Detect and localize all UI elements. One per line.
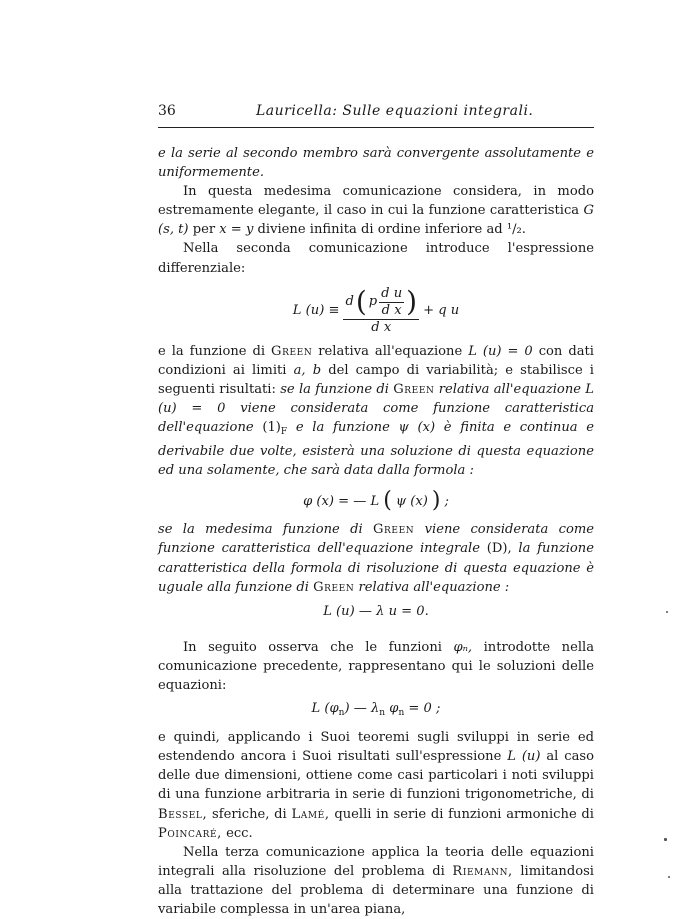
formula-solution: φ (x) = — L ( ψ (x) ) ; bbox=[303, 488, 449, 514]
paragraph-4: e la funzione di Green relativa all'equazione L (u) = 0 con dati condizioni ai limiti a, b del campo di variabilità; e stabilisce i seguenti risultati: se la funzione di Green relativa all'equazione L (u) = 0 viene considerata come funzione caratteristica dell'equazione $(1)_F$ e la funzione ψ (x) è finita e continua e derivabile due volte, esisterà una soluzione di questa equazione ed una solamente, che sarà data dalla formola : bbox=[158, 343, 595, 479]
paragraph-6: In seguito osserva che le funzioni φₙ, introdotte nella comunicazione precedente, rappresentano qui le soluzioni delle equazioni: bbox=[158, 639, 595, 693]
name-green-3: Green bbox=[373, 522, 415, 538]
name-bessel: Bessel, bbox=[158, 806, 208, 822]
paragraph-1: e la serie al secondo membro sarà convergente assolutamente e uniformemente. bbox=[158, 146, 594, 181]
page-number: 36 bbox=[158, 103, 176, 119]
formula-eigen: L (u) — λ u = 0. bbox=[323, 603, 429, 619]
paragraph-5: se la medesima funzione di Green viene considerata come funzione caratteristica dell'equazione integrale (D), la funzione caratteristica della formola di risoluzione di questa equazione è uguale alla funzione di Green relativa all'equazione : bbox=[158, 522, 594, 595]
formula-phi: L $(\varphi_n)$ — $\lambda_n$ $\varphi_n = 0$ ; bbox=[311, 701, 441, 719]
page-header bbox=[158, 103, 594, 121]
paragraph-3: Nella seconda comunicazione introduce l'espressione differenziale: bbox=[158, 241, 594, 276]
math-fraction: ¹/₂. bbox=[506, 222, 526, 238]
name-poincare: Poincaré, bbox=[158, 825, 222, 841]
name-riemann: Riemann, bbox=[452, 863, 513, 879]
name-lame: Lamé, bbox=[291, 806, 330, 822]
name-green-2: Green bbox=[393, 381, 435, 397]
math-condition: x = y bbox=[219, 222, 254, 238]
running-title: Lauricella: Sulle equazioni integrali. bbox=[256, 103, 534, 119]
formula-1-fraction: d ( p $\frac{\text{d u}}{\text{d x}}$ ) d x bbox=[345, 285, 418, 335]
name-green: Green bbox=[271, 343, 313, 359]
paragraph-7: e quindi, applicando i Suoi teoremi sugli sviluppi in serie ed estendendo ancora i Suoi risultati sull'espressione L (u) al caso delle due dimensioni, ottiene come casi particolari i noti sviluppi di una funzione arbitraria in serie di funzioni trigonometriche, di Bessel, sferiche, di Lamé, quelli in serie di funzioni armoniche di Poincaré, ecc. bbox=[158, 730, 594, 841]
header-rule bbox=[158, 127, 594, 128]
paragraph-8: Nella terza comunicazione applica la teoria delle equazioni integrali alla risoluzione del problema di Riemann, limitandosi alla trattazione del problema di determinare una funzione di variabile complessa in un'area piana, bbox=[158, 844, 594, 917]
name-green-4: Green bbox=[313, 579, 355, 595]
math-G: G (s, t) bbox=[158, 203, 594, 238]
scan-speck bbox=[664, 838, 667, 841]
formula-differential bbox=[158, 286, 594, 336]
paragraph-2: In questa medesima comunicazione considera, in modo estremamente elegante, il caso in cui la funzione caratteristica G (s, t) per x = y diviene infinita di ordine inferiore ad ¹/₂. bbox=[158, 184, 594, 238]
scan-speck bbox=[668, 876, 670, 878]
formula-1-lhs: L (u) ≡ bbox=[292, 303, 340, 319]
body-text bbox=[158, 144, 594, 919]
formula-1-rhs: + q u bbox=[423, 303, 460, 319]
scan-speck bbox=[666, 611, 668, 613]
